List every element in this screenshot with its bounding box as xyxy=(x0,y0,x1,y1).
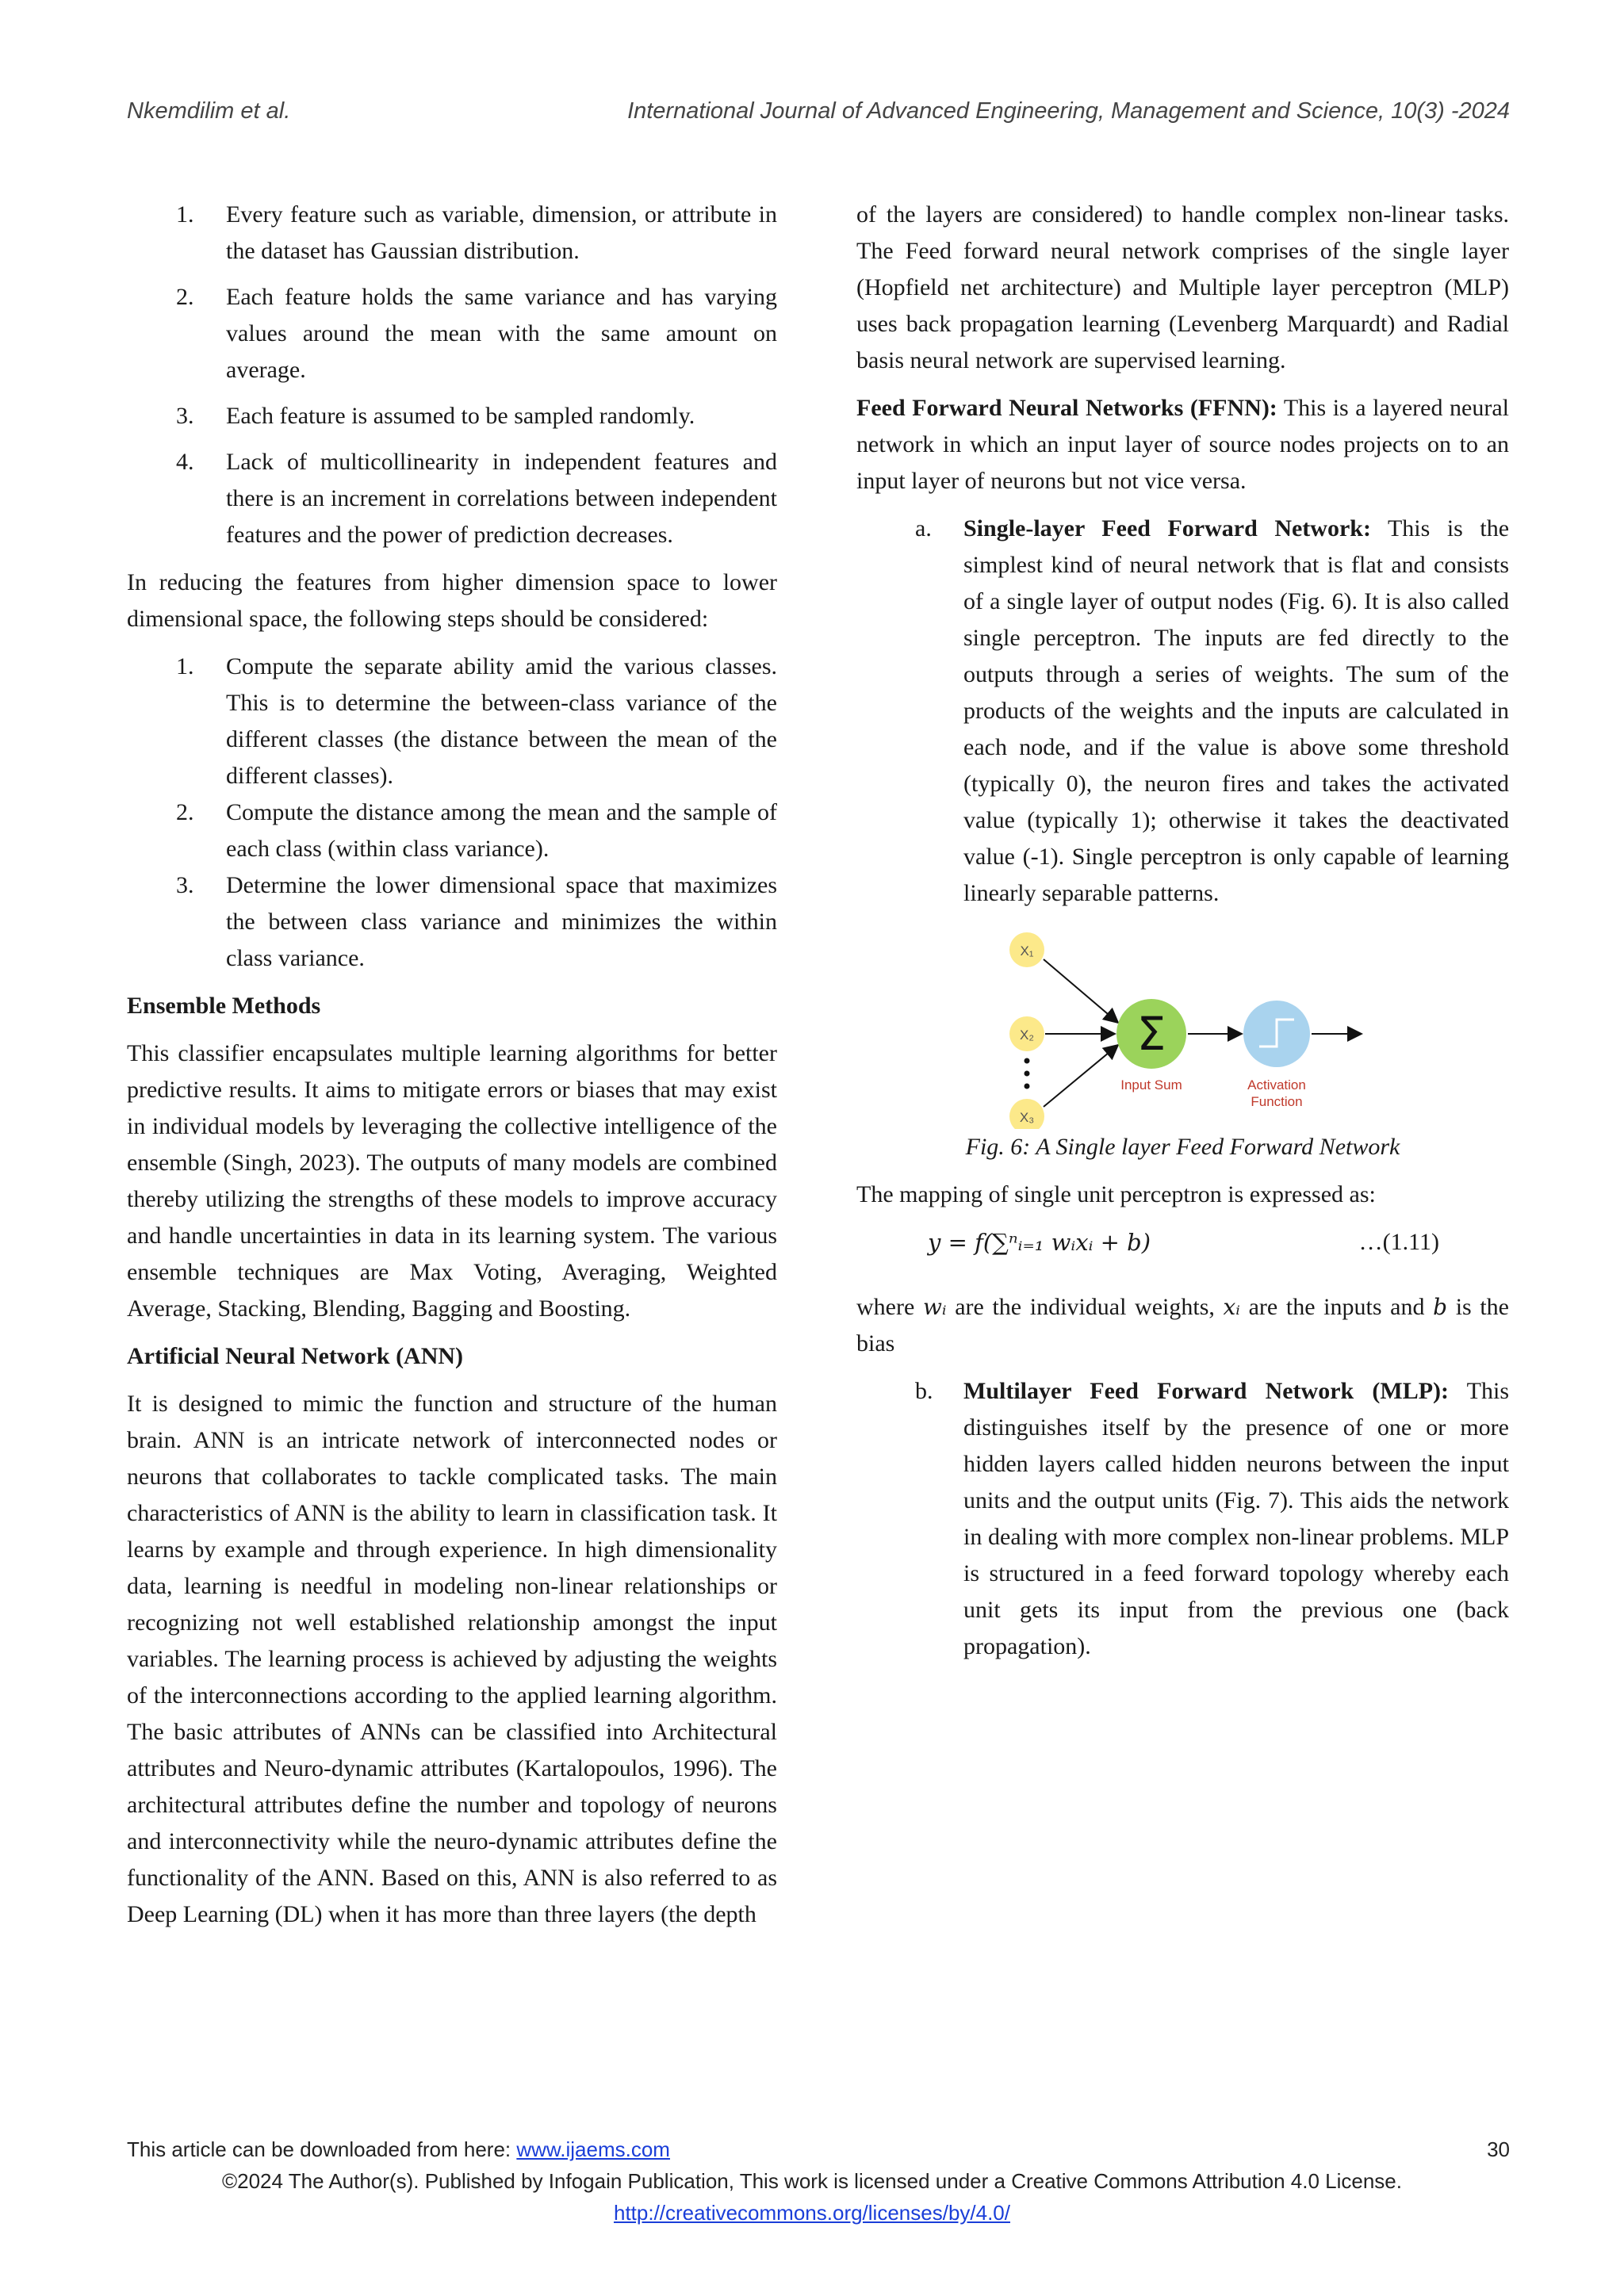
equation-formula: y = f(∑ⁿᵢ₌₁ wᵢxᵢ + b) xyxy=(928,1229,1151,1256)
activation-label-line1: Activation xyxy=(1247,1077,1306,1093)
input-label-x2: X₂ xyxy=(1020,1027,1034,1043)
ffnn-term: Feed Forward Neural Networks (FFNN): xyxy=(856,395,1277,421)
ffnn-paragraph: Feed Forward Neural Networks (FFNN): This is a layered neural network in which an input layer of source nodes projects on to an input layer of neurons but not vice versa. xyxy=(856,395,1509,494)
item-b-term: Multilayer Feed Forward Network (MLP): xyxy=(963,1378,1450,1404)
perceptron-figure xyxy=(856,923,1509,1129)
mapping-intro: The mapping of single unit perceptron is expressed as: xyxy=(856,1181,1376,1207)
list-item: 1. Compute the separate ability amid the various classes. This is to determine the between-class variance of the different classes (the distance between the mean of the different classes). xyxy=(176,653,777,789)
download-link[interactable]: www.ijaems.com xyxy=(516,2137,670,2161)
license-link-line xyxy=(0,2201,1624,2225)
figure-caption: Fig. 6: A Single layer Feed Forward Network xyxy=(965,1134,1400,1160)
assumptions-list xyxy=(127,197,777,553)
equation-number: …(1.11) xyxy=(1358,1229,1439,1255)
steps-intro: In reducing the features from higher dimension space to lower dimensional space, the following steps should be considered: xyxy=(127,569,777,632)
where-paragraph: where wᵢ are the individual weights, xᵢ are the inputs and b is the bias xyxy=(856,1294,1509,1357)
ann-heading: Artificial Neural Network (ANN) xyxy=(127,1343,464,1369)
list-item: 4. Lack of multicollinearity in independent features and there is an increment in correlations between independent features and the power of prediction decreases. xyxy=(176,449,777,548)
list-item: 2. Each feature holds the same variance and has varying values around the mean with the same amount on average. xyxy=(176,284,777,383)
item-b: b. Multilayer Feed Forward Network (MLP): This distinguishes itself by the presence of one or more hidden layers called hidden neurons between the input units and the output units (Fig. 7). This aids the network in dealing with more complex non-linear problems. MLP is structured in a feed forward topology whereby each unit gets its input from the previous one (back propagation). xyxy=(915,1378,1509,1659)
running-header-authors: Nkemdilim et al. xyxy=(127,98,291,124)
continuation-paragraph: of the layers are considered) to handle complex non-linear tasks. The Feed forward neural network comprises of the single layer (Hopfield net architecture) and Multiple layer perceptron (MLP) uses back propagation learning (Levenberg Marquardt) and Radial basis neural network are supervised learning. xyxy=(856,201,1509,373)
ellipsis-dot xyxy=(1025,1084,1030,1089)
arrow-x3 xyxy=(1044,1045,1118,1107)
item-a-term: Single-layer Feed Forward Network: xyxy=(963,515,1371,541)
item-a: a. Single-layer Feed Forward Network: This is the simplest kind of neural network that is flat and consists of a single layer of output nodes (Fig. 6). It is also called single perceptron. The inputs are fed directly to the outputs through a series of weights. The sum of the products of the weights and the inputs are calculated in each node, and if the value is above some threshold (typically 0), the neuron fires and takes the activated value (typically 1); otherwise it takes the deactivated value (-1). Single perceptron is only capable of learning linearly separable patterns. xyxy=(915,515,1510,906)
sigma-icon: Σ xyxy=(1136,1007,1166,1061)
input-sum-label: Input Sum xyxy=(1120,1077,1182,1093)
page-number: 30 xyxy=(1487,2137,1510,2161)
download-line: This article can be downloaded from here: www.ijaems.com xyxy=(127,2137,670,2161)
license-link[interactable]: http://creativecommons.org/licenses/by/4.0/ xyxy=(613,2201,1010,2225)
license-line: ©2024 The Author(s). Published by Infogain Publication, This work is licensed under a Creative Commons Attribution 4.0 License. xyxy=(221,2169,1402,2193)
perceptron-diagram xyxy=(856,923,1509,1129)
input-label-x1: X₁ xyxy=(1020,943,1034,959)
list-item: 3. Each feature is assumed to be sampled randomly. xyxy=(176,403,695,429)
right-column xyxy=(856,197,1509,1676)
left-column xyxy=(127,197,777,1944)
equation-1-11 xyxy=(856,1224,1509,1261)
list-item: 2. Compute the distance among the mean and the sample of each class (within class variance). xyxy=(176,799,777,862)
ensemble-paragraph: This classifier encapsulates multiple learning algorithms for better predictive results. It aims to mitigate errors or biases that may exist in individual models by leveraging the collective intelligence of the ensemble (Singh, 2023). The outputs of many models are combined thereby utilizing the strengths of these models to improve accuracy and handle uncertainties in data in its learning system. The various ensemble techniques are Max Voting, Averaging, Weighted Average, Stacking, Blending, Bagging and Boosting. xyxy=(127,1040,777,1322)
input-label-x3: X₃ xyxy=(1019,1110,1035,1125)
steps-list xyxy=(127,649,777,977)
list-item: 1. Every feature such as variable, dimension, or attribute in the dataset has Gaussian distribution. xyxy=(176,201,777,264)
ann-paragraph: It is designed to mimic the function and structure of the human brain. ANN is an intricate network of interconnected nodes or neurons that collaborates to tackle complicated tasks. The main characteristics of ANN is the ability to learn in classification task. It learns by example and through experience. In high dimensionality data, learning is needful in modeling non-linear relationships or recognizing not well established relationship amongst the input variables. The learning process is achieved by adjusting the weights of the interconnections according to the applied learning algorithm. The basic attributes of ANNs can be classified into Architectural attributes and Neuro-dynamic attributes (Kartalopoulos, 1996). The architectural attributes define the number and topology of neurons and interconnectivity while the neuro-dynamic attributes define the functionality of the ANN. Based on this, ANN is also referred to as Deep Learning (DL) when it has more than three layers (the depth xyxy=(127,1391,777,1927)
ellipsis-dot xyxy=(1025,1058,1030,1064)
ellipsis-dot xyxy=(1025,1071,1030,1077)
arrow-x1 xyxy=(1044,959,1118,1023)
list-item: 3. Determine the lower dimensional space that maximizes the between class variance and minimizes the within class variance. xyxy=(176,872,777,971)
running-header-journal: International Journal of Advanced Engineering, Management and Science, 10(3) -2024 xyxy=(627,98,1510,124)
ensemble-heading: Ensemble Methods xyxy=(127,993,321,1019)
activation-label-line2: Function xyxy=(1251,1094,1303,1109)
